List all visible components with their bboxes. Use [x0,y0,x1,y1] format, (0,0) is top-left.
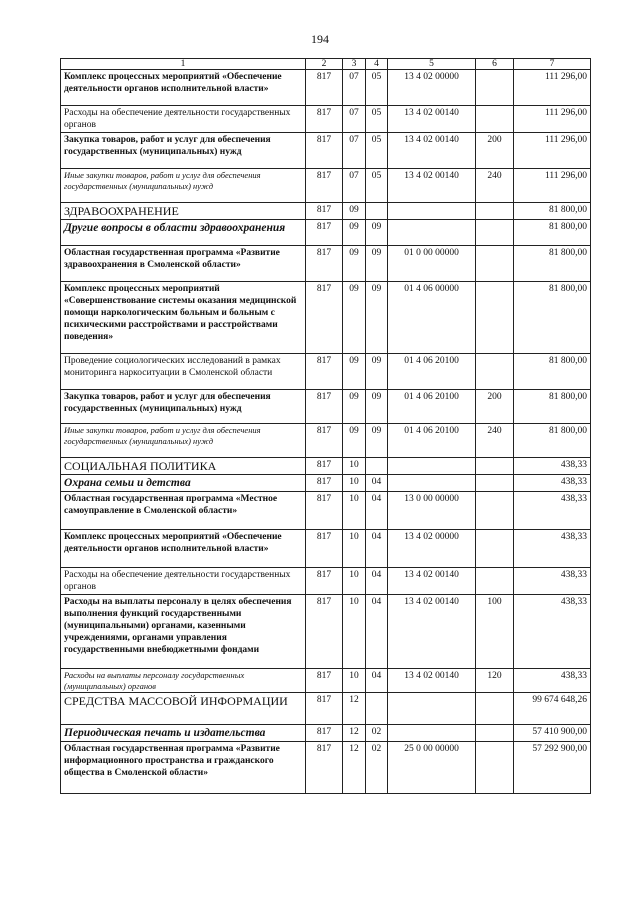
header-col-3: 3 [343,59,366,70]
target-article-cell [388,725,476,742]
expense-type-cell [476,568,514,595]
expense-type-cell [476,742,514,794]
subsection-code-cell: 09 [366,282,388,354]
amount-cell: 111 296,00 [514,106,591,133]
code-gr-cell: 817 [306,246,343,282]
row-name-cell: Областная государственная программа «Развитие здравоохранения в Смоленской области» [61,246,306,282]
table-row [61,106,591,133]
target-article-cell: 13 4 02 00140 [388,169,476,203]
table-row [61,492,591,530]
header-col-1: 1 [61,59,306,70]
amount-cell: 81 800,00 [514,203,591,220]
code-gr-cell: 817 [306,282,343,354]
section-code-cell: 10 [343,475,366,492]
section-code-cell: 12 [343,725,366,742]
row-name-cell: Периодическая печать и издательства [61,725,306,742]
row-name-cell: Иные закупки товаров, работ и услуг для обеспечения государственных (муниципальных) нужд [61,424,306,458]
expense-type-cell [476,203,514,220]
section-code-cell: 09 [343,203,366,220]
table-row [61,725,591,742]
subsection-code-cell: 04 [366,530,388,568]
row-name-cell: СОЦИАЛЬНАЯ ПОЛИТИКА [61,458,306,475]
amount-cell: 81 800,00 [514,282,591,354]
code-gr-cell: 817 [306,354,343,390]
table-row [61,424,591,458]
section-code-cell: 09 [343,424,366,458]
section-code-cell: 07 [343,70,366,106]
code-gr-cell: 817 [306,133,343,169]
code-gr-cell: 817 [306,169,343,203]
expense-type-cell: 240 [476,424,514,458]
amount-cell: 438,33 [514,669,591,693]
expense-type-cell [476,354,514,390]
row-name-cell: Проведение социологических исследований в рамках мониторинга наркоситуации в Смоленской области [61,354,306,390]
code-gr-cell: 817 [306,492,343,530]
target-article-cell [388,203,476,220]
subsection-code-cell: 05 [366,70,388,106]
code-gr-cell: 817 [306,530,343,568]
target-article-cell: 25 0 00 00000 [388,742,476,794]
table-row [61,246,591,282]
code-gr-cell: 817 [306,70,343,106]
subsection-code-cell [366,458,388,475]
code-gr-cell: 817 [306,595,343,669]
target-article-cell: 13 0 00 00000 [388,492,476,530]
target-article-cell: 13 4 02 00140 [388,133,476,169]
target-article-cell [388,475,476,492]
amount-cell: 81 800,00 [514,220,591,246]
subsection-code-cell [366,693,388,725]
row-name-cell: Закупка товаров, работ и услуг для обеспечения государственных (муниципальных) нужд [61,133,306,169]
amount-cell: 81 800,00 [514,354,591,390]
page-number: 194 [311,32,329,46]
code-gr-cell: 817 [306,106,343,133]
table-row [61,169,591,203]
row-name-cell: СРЕДСТВА МАССОВОЙ ИНФОРМАЦИИ [61,693,306,725]
expense-type-cell [476,106,514,133]
amount-cell: 111 296,00 [514,70,591,106]
expense-type-cell: 240 [476,169,514,203]
section-code-cell: 09 [343,246,366,282]
section-code-cell: 10 [343,669,366,693]
section-code-cell: 07 [343,169,366,203]
section-code-cell: 10 [343,458,366,475]
header-col-4: 4 [366,59,388,70]
section-code-cell: 12 [343,693,366,725]
header-col-7: 7 [514,59,591,70]
target-article-cell: 13 4 02 00140 [388,669,476,693]
header-col-2: 2 [306,59,343,70]
table-row [61,70,591,106]
target-article-cell: 13 4 02 00140 [388,568,476,595]
section-code-cell: 09 [343,220,366,246]
table-row [61,203,591,220]
code-gr-cell: 817 [306,742,343,794]
section-code-cell: 10 [343,595,366,669]
row-name-cell: Иные закупки товаров, работ и услуг для обеспечения государственных (муниципальных) нужд [61,169,306,203]
target-article-cell: 13 4 02 00140 [388,595,476,669]
expense-type-cell [476,725,514,742]
table-row [61,133,591,169]
table-row [61,693,591,725]
amount-cell: 438,33 [514,492,591,530]
code-gr-cell: 817 [306,458,343,475]
row-name-cell: Комплекс процессных мероприятий «Обеспечение деятельности органов исполнительной власти» [61,70,306,106]
subsection-code-cell: 04 [366,492,388,530]
target-article-cell: 01 0 00 00000 [388,246,476,282]
section-code-cell: 09 [343,354,366,390]
table-row [61,282,591,354]
row-name-cell: Областная государственная программа «Местное самоуправление в Смоленской области» [61,492,306,530]
target-article-cell: 01 4 06 20100 [388,424,476,458]
target-article-cell: 13 4 02 00140 [388,106,476,133]
subsection-code-cell: 05 [366,106,388,133]
amount-cell: 57 410 900,00 [514,725,591,742]
amount-cell: 81 800,00 [514,246,591,282]
section-code-cell: 09 [343,390,366,424]
section-code-cell: 12 [343,742,366,794]
code-gr-cell: 817 [306,424,343,458]
expense-type-cell: 100 [476,595,514,669]
subsection-code-cell: 05 [366,133,388,169]
header-col-6: 6 [476,59,514,70]
target-article-cell: 13 4 02 00000 [388,530,476,568]
expense-type-cell [476,530,514,568]
section-code-cell: 09 [343,282,366,354]
code-gr-cell: 817 [306,203,343,220]
target-article-cell: 01 4 06 20100 [388,354,476,390]
row-name-cell: Охрана семьи и детства [61,475,306,492]
row-name-cell: Другие вопросы в области здравоохранения [61,220,306,246]
code-gr-cell: 817 [306,725,343,742]
amount-cell: 111 296,00 [514,133,591,169]
table-header-row [61,59,591,70]
amount-cell: 81 800,00 [514,390,591,424]
amount-cell: 438,33 [514,568,591,595]
subsection-code-cell: 09 [366,424,388,458]
subsection-code-cell: 02 [366,742,388,794]
expense-type-cell [476,220,514,246]
row-name-cell: Расходы на обеспечение деятельности государственных органов [61,106,306,133]
amount-cell: 81 800,00 [514,424,591,458]
code-gr-cell: 817 [306,390,343,424]
section-code-cell: 10 [343,492,366,530]
subsection-code-cell: 05 [366,169,388,203]
expense-type-cell: 120 [476,669,514,693]
section-code-cell: 07 [343,133,366,169]
expense-type-cell [476,70,514,106]
expense-type-cell [476,693,514,725]
table-row [61,475,591,492]
table-row [61,220,591,246]
table-row [61,458,591,475]
expense-type-cell [476,458,514,475]
target-article-cell: 01 4 06 20100 [388,390,476,424]
header-col-5: 5 [388,59,476,70]
amount-cell: 438,33 [514,475,591,492]
amount-cell: 438,33 [514,530,591,568]
code-gr-cell: 817 [306,568,343,595]
subsection-code-cell: 04 [366,669,388,693]
subsection-code-cell: 09 [366,354,388,390]
row-name-cell: Расходы на обеспечение деятельности государственных органов [61,568,306,595]
subsection-code-cell: 09 [366,390,388,424]
row-name-cell: Расходы на выплаты персоналу государственных (муниципальных) органов [61,669,306,693]
expense-type-cell [476,492,514,530]
target-article-cell: 01 4 06 00000 [388,282,476,354]
row-name-cell: Комплекс процессных мероприятий «Совершенствование системы оказания медицинской помощи наркологическим больным и больным с психическими расстройствами и расстройствами поведения» [61,282,306,354]
row-name-cell: Комплекс процессных мероприятий «Обеспечение деятельности органов исполнительной власти» [61,530,306,568]
table-row [61,530,591,568]
subsection-code-cell: 04 [366,475,388,492]
subsection-code-cell: 09 [366,220,388,246]
budget-table [60,58,591,794]
table-row [61,669,591,693]
amount-cell: 111 296,00 [514,169,591,203]
row-name-cell: ЗДРАВООХРАНЕНИЕ [61,203,306,220]
row-name-cell: Областная государственная программа «Развитие информационного пространства и гражданского общества в Смоленской области» [61,742,306,794]
amount-cell: 438,33 [514,458,591,475]
section-code-cell: 07 [343,106,366,133]
subsection-code-cell [366,203,388,220]
code-gr-cell: 817 [306,693,343,725]
target-article-cell [388,220,476,246]
subsection-code-cell: 09 [366,246,388,282]
subsection-code-cell: 04 [366,595,388,669]
expense-type-cell [476,282,514,354]
row-name-cell: Закупка товаров, работ и услуг для обеспечения государственных (муниципальных) нужд [61,390,306,424]
expense-type-cell [476,246,514,282]
subsection-code-cell: 02 [366,725,388,742]
target-article-cell [388,693,476,725]
expense-type-cell: 200 [476,390,514,424]
table-row [61,742,591,794]
section-code-cell: 10 [343,530,366,568]
table-row [61,595,591,669]
section-code-cell: 10 [343,568,366,595]
row-name-cell: Расходы на выплаты персоналу в целях обеспечения выполнения функций государственными (муниципальными) органами, казенными учреждениями, органами управления государственными внебюджетными фондами [61,595,306,669]
subsection-code-cell: 04 [366,568,388,595]
code-gr-cell: 817 [306,220,343,246]
expense-type-cell [476,475,514,492]
table-row [61,354,591,390]
target-article-cell: 13 4 02 00000 [388,70,476,106]
amount-cell: 57 292 900,00 [514,742,591,794]
amount-cell: 99 674 648,26 [514,693,591,725]
code-gr-cell: 817 [306,475,343,492]
expense-type-cell: 200 [476,133,514,169]
table-row [61,390,591,424]
amount-cell: 438,33 [514,595,591,669]
code-gr-cell: 817 [306,669,343,693]
target-article-cell [388,458,476,475]
table-row [61,568,591,595]
